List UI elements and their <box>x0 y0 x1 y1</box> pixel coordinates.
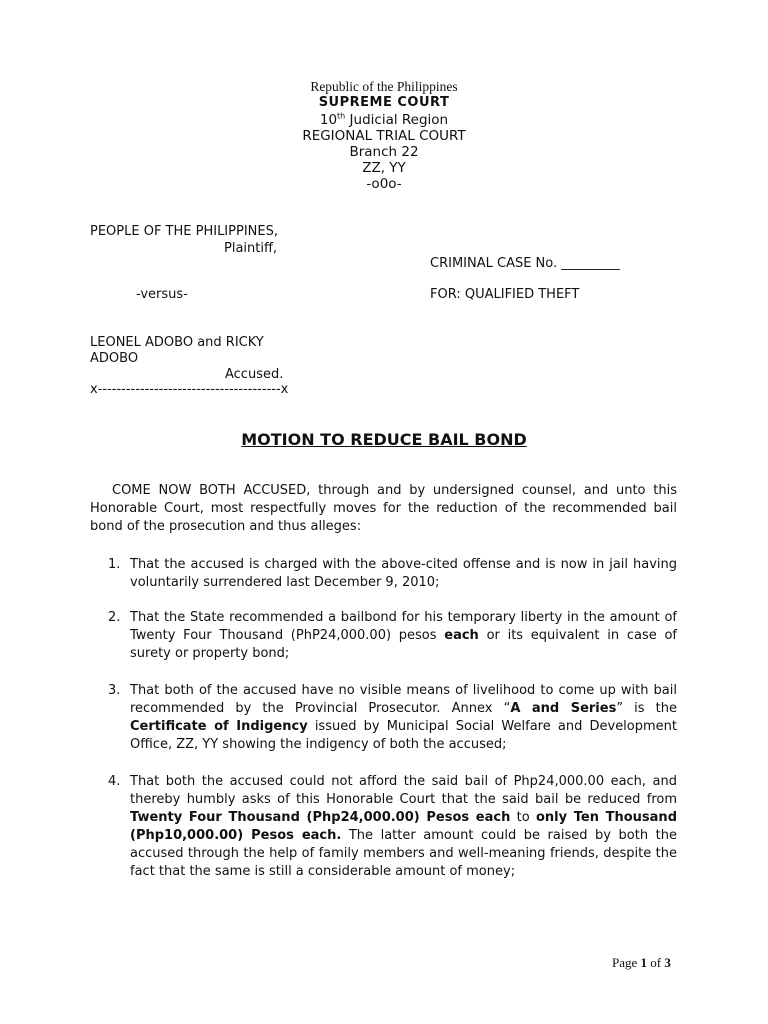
item-2-part-c: or its equivalent in case of surety or property bond; <box>130 628 677 661</box>
header-supreme-court: SUPREME COURT <box>318 95 450 110</box>
header-rtc: REGIONAL TRIAL COURT <box>302 128 466 144</box>
document-title: MOTION TO REDUCE BAIL BOND <box>241 430 527 449</box>
item-2-part-a: That the State recommended a bailbond for his temporary liberty in the amount of Twenty Four Thousand (PhP24,000.00) pesos <box>130 610 677 643</box>
plaintiff-name: PEOPLE OF THE PHILIPPINES, <box>90 224 278 239</box>
item-4-text <box>130 773 677 881</box>
header-republic: Republic of the Philippines <box>310 79 458 94</box>
accused-line-2: ADOBO <box>90 351 139 366</box>
page-total: 3 <box>664 955 671 970</box>
intro-paragraph <box>90 482 677 536</box>
item-3-text <box>130 682 677 754</box>
item-4-part-a: That both the accused could not afford the said bail of Php24,000.00 each, and thereby humbly asks of this Honorable Court that the said bail be reduced from <box>130 774 677 807</box>
item-1-number: 1. <box>108 557 121 572</box>
item-4-number: 4. <box>108 774 121 789</box>
item-2-number: 2. <box>108 610 121 625</box>
item-4-part-c: to <box>510 810 536 825</box>
item-1-text: That the accused is charged with the above-cited offense and is now in jail having voluntarily surrendered last December 9, 2010; <box>130 557 677 590</box>
header-separator: -o0o- <box>366 176 402 192</box>
header-branch: Branch 22 <box>349 144 419 160</box>
page-of: of <box>647 955 665 970</box>
plaintiff-role: Plaintiff, <box>224 241 278 256</box>
offense-label: FOR: QUALIFIED THEFT <box>430 287 580 302</box>
accused-role: Accused. <box>225 367 284 382</box>
region-number: 10 <box>319 112 338 128</box>
page-word: Page <box>612 955 641 970</box>
case-number: CRIMINAL CASE No. _________ <box>430 256 620 271</box>
item-4-part-e: The latter amount could be raised by both the accused through the help of family members and well-meaning friends, despite the fact that the same is still a considerable amount of money; <box>130 828 677 879</box>
accused-name-2: RICKY <box>225 335 264 350</box>
header-place: ZZ, YY <box>362 160 406 176</box>
item-3-annex: A and Series <box>510 701 617 716</box>
intro-bold: COME NOW BOTH ACCUSED <box>112 483 307 498</box>
item-3-part-c: ” is the <box>616 701 677 716</box>
region-suffix: th <box>337 111 346 121</box>
accused-conjunction: and <box>193 335 226 350</box>
versus-label: -versus- <box>136 287 188 302</box>
item-2-text <box>130 609 677 663</box>
caption-divider: x---------------------------------------x <box>90 382 289 397</box>
header-judicial-region <box>0 112 768 128</box>
intro-text: , through and by undersigned counsel, and unto this Honorable Court, most respectfully moves for the reduction of the recommended bail bond of the prosecution and thus alleges: <box>90 483 677 534</box>
region-label: Judicial Region <box>345 112 449 128</box>
item-4-bold-to: only Ten Thousand (Php10,000.00) Pesos each. <box>130 810 677 843</box>
item-4-bold-from: Twenty Four Thousand (Php24,000.00) Pesos each <box>130 810 511 825</box>
item-2-bold: each <box>444 628 479 643</box>
item-3-number: 3. <box>108 683 121 698</box>
item-3-certificate: Certificate of Indigency <box>130 719 308 734</box>
item-3-part-e: issued by Municipal Social Welfare and Development Office, ZZ, YY showing the indigency of both the accused; <box>130 719 678 752</box>
page-number <box>612 955 671 971</box>
item-3-part-a: That both of the accused have no visible means of livelihood to come up with bail recommended by the Provincial Prosecutor. Annex “ <box>130 683 677 716</box>
accused-name-1: LEONEL ADOBO <box>90 335 194 350</box>
page-current: 1 <box>640 955 648 970</box>
